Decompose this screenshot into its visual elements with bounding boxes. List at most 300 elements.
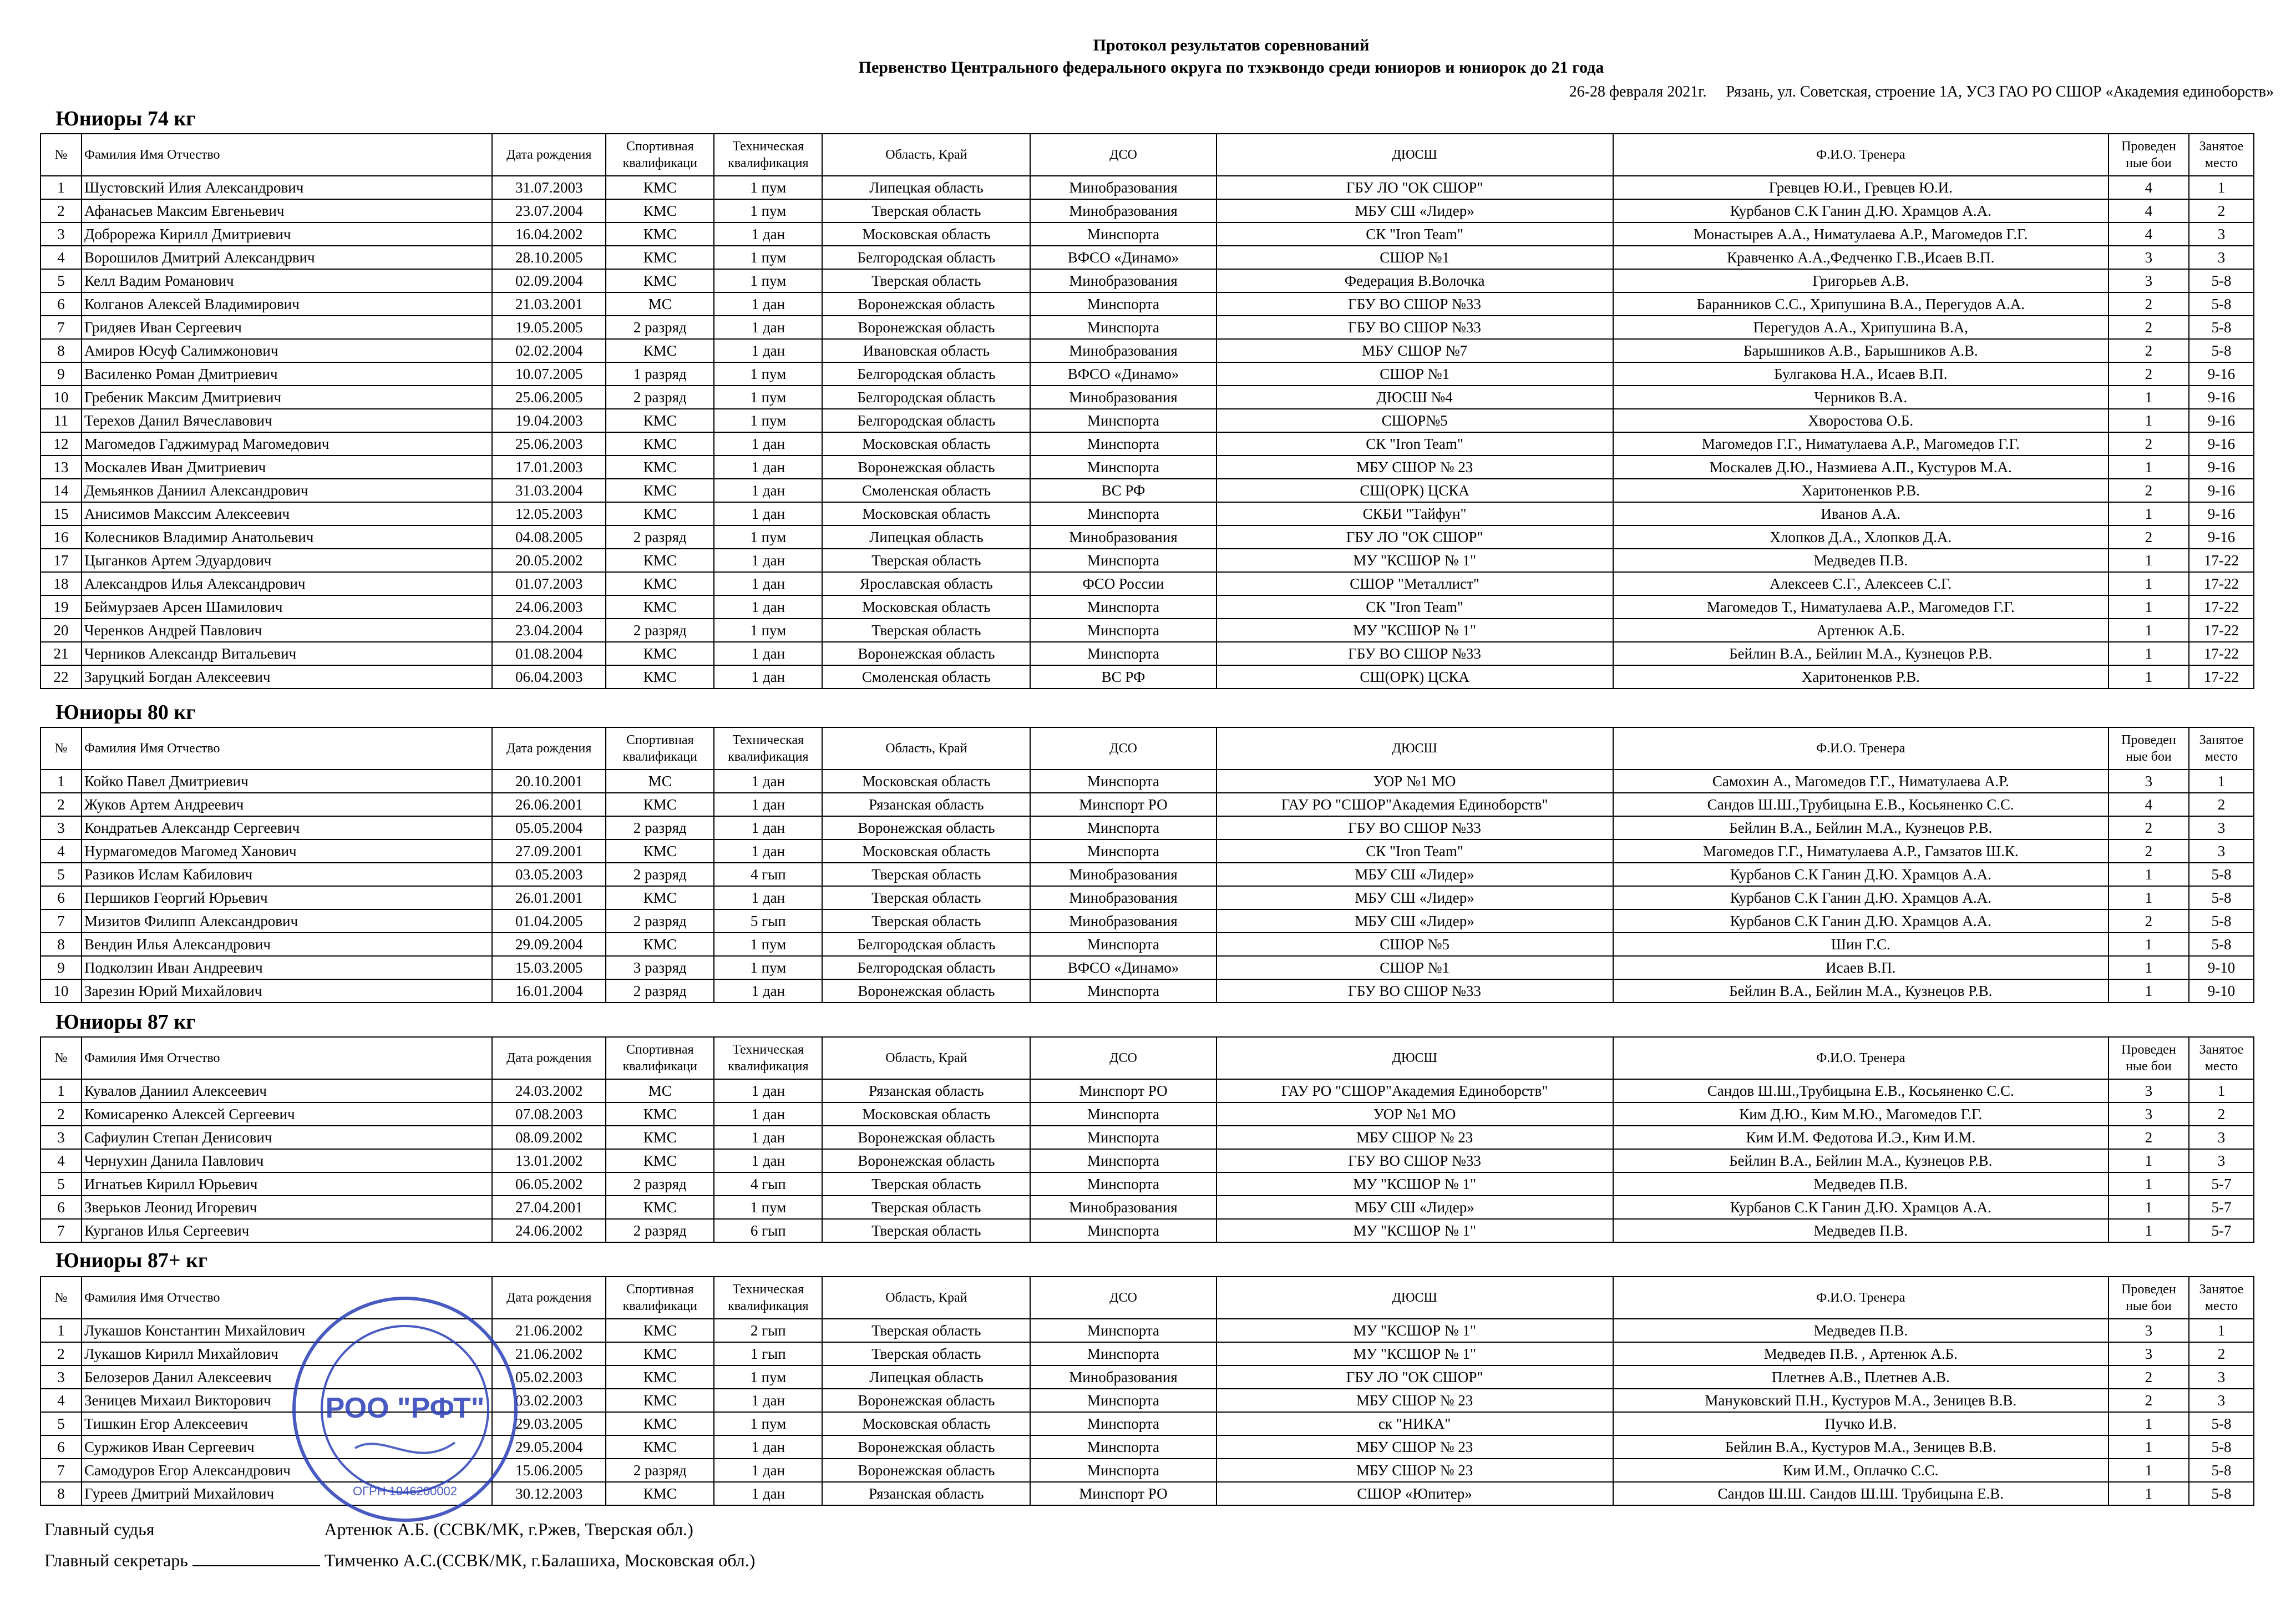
column-header: №	[40, 1037, 82, 1079]
table-cell: 03.05.2003	[492, 863, 606, 886]
table-cell: 22	[40, 665, 82, 689]
table-cell: 5	[40, 1412, 82, 1435]
table-cell: 2	[40, 793, 82, 816]
table-cell: 1	[2109, 979, 2189, 1003]
table-cell: 1 дан	[714, 1079, 822, 1102]
table-cell: 9-16	[2189, 479, 2254, 502]
table-cell: Белозеров Данил Алексеевич	[82, 1365, 492, 1389]
table-cell: 26.01.2001	[492, 886, 606, 909]
table-cell: МБУ СШОР № 23	[1217, 1459, 1613, 1482]
table-cell: КМС	[606, 246, 714, 269]
table-cell: Минобразования	[1030, 1365, 1216, 1389]
document-subtitle: Первенство Центрального федерального округа по тхэквондо среди юниоров и юниорок до 21 года	[858, 58, 1604, 77]
table-cell: 23.07.2004	[492, 199, 606, 222]
table-cell: 5	[40, 863, 82, 886]
results-table	[40, 727, 2254, 1003]
table-cell: 12	[40, 432, 82, 456]
table-cell: 3	[2109, 1342, 2189, 1365]
table-cell: Белгородская область	[822, 362, 1030, 386]
table-cell: 1 дан	[714, 793, 822, 816]
table-cell: КМС	[606, 456, 714, 479]
table-cell: 3	[2109, 770, 2189, 793]
table-cell: Тверская область	[822, 1342, 1030, 1365]
table-cell: Койко Павел Дмитриевич	[82, 770, 492, 793]
table-cell: КМС	[606, 1482, 714, 1505]
table-cell: Московская область	[822, 1412, 1030, 1435]
table-cell: 1	[40, 176, 82, 199]
table-cell: ВС РФ	[1030, 665, 1216, 689]
table-cell: КМС	[606, 339, 714, 362]
table-cell: Рязанская область	[822, 1079, 1030, 1102]
column-header: Дата рождения	[492, 1037, 606, 1079]
table-cell: 17-22	[2189, 572, 2254, 595]
table-cell: 3	[2109, 269, 2189, 292]
table-cell: 5-8	[2189, 886, 2254, 909]
table-cell: Московская область	[822, 839, 1030, 863]
table-cell: 1	[2109, 886, 2189, 909]
table-cell: Федерация В.Волочка	[1217, 269, 1613, 292]
column-header: ДСО	[1030, 727, 1216, 770]
table-cell: 9	[40, 362, 82, 386]
table-cell: КМС	[606, 1102, 714, 1126]
table-cell: 27.09.2001	[492, 839, 606, 863]
table-cell: Минспорта	[1030, 1389, 1216, 1412]
table-cell: 13.01.2002	[492, 1149, 606, 1172]
table-cell: 1	[2109, 572, 2189, 595]
column-header: Проведен ные бои	[2109, 134, 2189, 176]
chief-judge-name: Артенюк А.Б. (ССВК/МК, г.Ржев, Тверская обл.)	[324, 1519, 693, 1539]
table-row	[40, 386, 2254, 409]
table-cell: ГБУ ВО СШОР №33	[1217, 979, 1613, 1003]
table-cell: 3	[40, 1126, 82, 1149]
table-row	[40, 770, 2254, 793]
table-cell: Тверская область	[822, 1319, 1030, 1342]
table-cell: Хворостова О.Б.	[1613, 409, 2109, 432]
table-cell: Лукашов Константин Михайлович	[82, 1319, 492, 1342]
table-cell: 1 пум	[714, 619, 822, 642]
table-cell: 9-16	[2189, 502, 2254, 525]
column-header: Область, Край	[822, 727, 1030, 770]
table-cell: 1	[40, 1079, 82, 1102]
table-cell: КМС	[606, 1126, 714, 1149]
table-cell: 1 пум	[714, 1365, 822, 1389]
table-cell: Воронежская область	[822, 292, 1030, 316]
table-cell: Ким И.М., Оплачко С.С.	[1613, 1459, 2109, 1482]
table-cell: 9-16	[2189, 525, 2254, 549]
table-cell: Зверьков Леонид Игоревич	[82, 1196, 492, 1219]
table-cell: Минобразования	[1030, 269, 1216, 292]
table-cell: СК "Iron Team"	[1217, 839, 1613, 863]
table-cell: 17-22	[2189, 595, 2254, 619]
table-cell: СШОР №1	[1217, 246, 1613, 269]
table-cell: КМС	[606, 572, 714, 595]
table-cell: ДЮСШ №4	[1217, 386, 1613, 409]
table-cell: 4	[40, 246, 82, 269]
table-cell: 6	[40, 1196, 82, 1219]
table-cell: КМС	[606, 502, 714, 525]
table-cell: 5-7	[2189, 1196, 2254, 1219]
column-header: Дата рождения	[492, 134, 606, 176]
table-cell: 1 дан	[714, 816, 822, 839]
table-cell: Александров Илья Александрович	[82, 572, 492, 595]
table-cell: МБУ СШ «Лидер»	[1217, 1196, 1613, 1219]
table-cell: 1	[2109, 1459, 2189, 1482]
table-cell: Минспорта	[1030, 619, 1216, 642]
table-row	[40, 269, 2254, 292]
table-cell: Минспорта	[1030, 770, 1216, 793]
section-title: Юниоры 80 кг	[55, 701, 196, 724]
table-cell: КМС	[606, 1342, 714, 1365]
table-cell: Тверская область	[822, 549, 1030, 572]
table-cell: Ким И.М. Федотова И.Э., Ким И.М.	[1613, 1126, 2109, 1149]
table-cell: 5-8	[2189, 909, 2254, 933]
table-cell: ГБУ ЛО "ОК СШОР"	[1217, 1365, 1613, 1389]
table-cell: 1	[2109, 956, 2189, 979]
column-header: Проведен ные бои	[2109, 1037, 2189, 1079]
table-cell: Тверская область	[822, 1196, 1030, 1219]
table-cell: 4	[2109, 222, 2189, 246]
table-cell: Минспорта	[1030, 316, 1216, 339]
table-cell: Шин Г.С.	[1613, 933, 2109, 956]
table-cell: Минспорта	[1030, 1435, 1216, 1459]
table-row	[40, 409, 2254, 432]
table-cell: Смоленская область	[822, 479, 1030, 502]
table-cell: 1 дан	[714, 222, 822, 246]
column-header: Фамилия Имя Отчество	[82, 1277, 492, 1319]
table-cell: ВС РФ	[1030, 479, 1216, 502]
table-cell: КМС	[606, 886, 714, 909]
table-cell: Курбанов С.К Ганин Д.Ю. Храмцов А.А.	[1613, 863, 2109, 886]
table-cell: Черников В.А.	[1613, 386, 2109, 409]
table-row	[40, 549, 2254, 572]
table-cell: 1 дан	[714, 549, 822, 572]
table-cell: Минспорта	[1030, 1102, 1216, 1126]
table-cell: Комисаренко Алексей Сергеевич	[82, 1102, 492, 1126]
table-cell: СШ(ОРК) ЦСКА	[1217, 665, 1613, 689]
table-cell: 1	[2109, 642, 2189, 665]
table-cell: Медведев П.В.	[1613, 549, 2109, 572]
table-cell: 1 дан	[714, 1389, 822, 1412]
table-cell: 06.04.2003	[492, 665, 606, 689]
table-cell: СШОР №1	[1217, 956, 1613, 979]
table-cell: 24.06.2003	[492, 595, 606, 619]
table-cell: Минспорт РО	[1030, 1079, 1216, 1102]
table-cell: 2 разряд	[606, 816, 714, 839]
table-cell: 15	[40, 502, 82, 525]
table-cell: Москалев Иван Дмитриевич	[82, 456, 492, 479]
table-cell: Ворошилов Дмитрий Александрвич	[82, 246, 492, 269]
table-cell: ГАУ РО "СШОР"Академия Единоборств"	[1217, 793, 1613, 816]
table-cell: Цыганков Артем Эдуардович	[82, 549, 492, 572]
table-cell: Курбанов С.К Ганин Д.Ю. Храмцов А.А.	[1613, 886, 2109, 909]
table-cell: 3	[2189, 1149, 2254, 1172]
column-header: Фамилия Имя Отчество	[82, 1037, 492, 1079]
table-cell: 5-8	[2189, 269, 2254, 292]
table-cell: 2	[2109, 432, 2189, 456]
column-header: Проведен ные бои	[2109, 727, 2189, 770]
table-cell: Тверская область	[822, 909, 1030, 933]
table-cell: Шустовский Илия Александрович	[82, 176, 492, 199]
table-cell: Минобразования	[1030, 339, 1216, 362]
column-header: Фамилия Имя Отчество	[82, 134, 492, 176]
table-cell: Иванов А.А.	[1613, 502, 2109, 525]
table-cell: Самохин А., Магомедов Г.Г., Ниматулаева А.Р.	[1613, 770, 2109, 793]
table-cell: 23.04.2004	[492, 619, 606, 642]
table-cell: Вендин Илья Александрович	[82, 933, 492, 956]
table-cell: КМС	[606, 409, 714, 432]
table-cell: СШОР "Металлист"	[1217, 572, 1613, 595]
table-cell: МУ "КСШОР № 1"	[1217, 549, 1613, 572]
table-cell: 1 дан	[714, 979, 822, 1003]
table-cell: Липецкая область	[822, 1365, 1030, 1389]
table-cell: 26.06.2001	[492, 793, 606, 816]
table-row	[40, 863, 2254, 886]
table-cell: Гревцев Ю.И., Гревцев Ю.И.	[1613, 176, 2109, 199]
column-header: Фамилия Имя Отчество	[82, 727, 492, 770]
table-cell: 4 гып	[714, 1172, 822, 1196]
table-cell: 1 пум	[714, 362, 822, 386]
table-cell: 17-22	[2189, 619, 2254, 642]
svg-text:ОГРН 1046200002: ОГРН 1046200002	[352, 1484, 458, 1498]
table-row	[40, 1219, 2254, 1242]
table-cell: Минспорта	[1030, 292, 1216, 316]
table-cell: 1 дан	[714, 479, 822, 502]
table-cell: 1	[2109, 1435, 2189, 1459]
table-cell: ГАУ РО "СШОР"Академия Единоборств"	[1217, 1079, 1613, 1102]
table-cell: Сандов Ш.Ш. Сандов Ш.Ш. Трубицына Е.В.	[1613, 1482, 2109, 1505]
table-cell: Гуреев Дмитрий Михайлович	[82, 1482, 492, 1505]
table-row	[40, 432, 2254, 456]
table-cell: 2	[2109, 816, 2189, 839]
table-cell: 1 дан	[714, 432, 822, 456]
table-cell: Кувалов Даниил Алексеевич	[82, 1079, 492, 1102]
table-cell: МБУ СШ «Лидер»	[1217, 909, 1613, 933]
table-cell: Воронежская область	[822, 979, 1030, 1003]
table-cell: 4	[2109, 793, 2189, 816]
table-cell: 1 дан	[714, 339, 822, 362]
table-cell: 1	[2109, 863, 2189, 886]
column-header: ДСО	[1030, 1037, 1216, 1079]
table-cell: 6 гып	[714, 1219, 822, 1242]
table-cell: 17	[40, 549, 82, 572]
table-cell: Доброрежа Кирилл Дмитриевич	[82, 222, 492, 246]
table-cell: КМС	[606, 549, 714, 572]
table-cell: Московская область	[822, 502, 1030, 525]
table-cell: 5-8	[2189, 1459, 2254, 1482]
table-header-row	[40, 134, 2254, 176]
table-cell: Магомедов Гаджимурад Магомедович	[82, 432, 492, 456]
table-cell: ГБУ ВО СШОР №33	[1217, 292, 1613, 316]
table-cell: Игнатьев Кирилл Юрьевич	[82, 1172, 492, 1196]
table-cell: 1	[2109, 1149, 2189, 1172]
table-row	[40, 979, 2254, 1003]
table-cell: 7	[40, 1219, 82, 1242]
table-cell: Бейлин В.А., Бейлин М.А., Кузнецов Р.В.	[1613, 1149, 2109, 1172]
table-cell: Минспорта	[1030, 1126, 1216, 1149]
table-cell: Магомедов Г.Г., Ниматулаева А.Р., Магомедов Г.Г.	[1613, 432, 2109, 456]
column-header: №	[40, 1277, 82, 1319]
table-cell: 2	[2109, 339, 2189, 362]
table-cell: Рязанская область	[822, 1482, 1030, 1505]
column-header: Дата рождения	[492, 727, 606, 770]
table-cell: ВФСО «Динамо»	[1030, 956, 1216, 979]
table-cell: 8	[40, 1482, 82, 1505]
table-cell: 16.04.2002	[492, 222, 606, 246]
table-cell: 2 разряд	[606, 863, 714, 886]
table-row	[40, 1102, 2254, 1126]
table-cell: Минспорта	[1030, 595, 1216, 619]
table-cell: Минспорта	[1030, 1412, 1216, 1435]
table-cell: КМС	[606, 1196, 714, 1219]
table-row	[40, 1079, 2254, 1102]
column-header: Область, Край	[822, 1037, 1030, 1079]
column-header: Спортивная квалификаци	[606, 1037, 714, 1079]
table-cell: Сафиулин Степан Денисович	[82, 1126, 492, 1149]
table-cell: Кондратьев Александр Сергеевич	[82, 816, 492, 839]
table-cell: 10	[40, 979, 82, 1003]
table-cell: 03.02.2003	[492, 1389, 606, 1412]
table-cell: 16	[40, 525, 82, 549]
table-cell: Тверская область	[822, 1219, 1030, 1242]
table-cell: 1 дан	[714, 1149, 822, 1172]
table-cell: 6	[40, 1435, 82, 1459]
table-cell: КМС	[606, 269, 714, 292]
table-cell: Воронежская область	[822, 1389, 1030, 1412]
table-cell: ВФСО «Динамо»	[1030, 246, 1216, 269]
table-cell: 2	[40, 199, 82, 222]
table-cell: 3	[2189, 839, 2254, 863]
table-cell: 2	[2109, 362, 2189, 386]
table-cell: 1	[2109, 1412, 2189, 1435]
table-cell: Черников Александр Витальевич	[82, 642, 492, 665]
table-cell: Минспорта	[1030, 979, 1216, 1003]
table-row	[40, 1149, 2254, 1172]
table-cell: 5-8	[2189, 933, 2254, 956]
table-cell: 14	[40, 479, 82, 502]
table-cell: 20.05.2002	[492, 549, 606, 572]
table-cell: 5-8	[2189, 1435, 2254, 1459]
table-cell: Курганов Илья Сергеевич	[82, 1219, 492, 1242]
table-cell: 21	[40, 642, 82, 665]
table-cell: Келл Вадим Романович	[82, 269, 492, 292]
table-cell: Бейлин В.А., Бейлин М.А., Кузнецов Р.В.	[1613, 816, 2109, 839]
table-cell: Магомедов Г.Г., Ниматулаева А.Р., Гамзатов Ш.К.	[1613, 839, 2109, 863]
table-cell: Москалев Д.Ю., Назмиева А.П., Кустуров М.А.	[1613, 456, 2109, 479]
table-cell: УОР №1 МО	[1217, 770, 1613, 793]
table-cell: 31.03.2004	[492, 479, 606, 502]
table-cell: 1 пум	[714, 269, 822, 292]
table-cell: Курбанов С.К Ганин Д.Ю. Храмцов А.А.	[1613, 909, 2109, 933]
table-cell: 28.10.2005	[492, 246, 606, 269]
table-row	[40, 886, 2254, 909]
table-cell: КМС	[606, 432, 714, 456]
table-cell: 1 дан	[714, 1126, 822, 1149]
table-cell: Амиров Юсуф Салимжонович	[82, 339, 492, 362]
table-cell: Медведев П.В.	[1613, 1172, 2109, 1196]
table-cell: Афанасьев Максим Евгеньевич	[82, 199, 492, 222]
table-cell: 2 разряд	[606, 525, 714, 549]
table-cell: 16.01.2004	[492, 979, 606, 1003]
table-cell: КМС	[606, 839, 714, 863]
table-cell: Минспорта	[1030, 1149, 1216, 1172]
table-cell: 4	[2109, 176, 2189, 199]
column-header: Техническая квалификация	[714, 1037, 822, 1079]
table-cell: 6	[40, 886, 82, 909]
table-cell: Московская область	[822, 1102, 1030, 1126]
table-cell: 4	[40, 839, 82, 863]
table-cell: 1 пум	[714, 409, 822, 432]
table-cell: 21.03.2001	[492, 292, 606, 316]
column-header: Ф.И.О. Тренера	[1613, 1277, 2109, 1319]
table-cell: Воронежская область	[822, 642, 1030, 665]
table-cell: 2 разряд	[606, 619, 714, 642]
svg-text:РОО "РФТ": РОО "РФТ"	[325, 1392, 485, 1424]
table-cell: 5-8	[2189, 863, 2254, 886]
table-cell: Тверская область	[822, 863, 1030, 886]
table-row	[40, 1126, 2254, 1149]
table-cell: Харитоненков Р.В.	[1613, 479, 2109, 502]
table-cell: Минспорта	[1030, 1319, 1216, 1342]
table-cell: ГБУ ВО СШОР №33	[1217, 642, 1613, 665]
table-cell: 1	[2189, 770, 2254, 793]
table-cell: 5-8	[2189, 339, 2254, 362]
section-title: Юниоры 74 кг	[55, 107, 196, 130]
table-cell: 11	[40, 409, 82, 432]
chief-judge-label: Главный судья	[44, 1519, 155, 1539]
table-cell: МБУ СШОР № 23	[1217, 1126, 1613, 1149]
table-cell: 1 дан	[714, 665, 822, 689]
table-row	[40, 956, 2254, 979]
table-cell: Воронежская область	[822, 1126, 1030, 1149]
table-cell: Минспорта	[1030, 1219, 1216, 1242]
table-cell: Рязанская область	[822, 793, 1030, 816]
table-cell: 05.02.2003	[492, 1365, 606, 1389]
column-header: Ф.И.О. Тренера	[1613, 1037, 2109, 1079]
table-cell: 1	[2109, 549, 2189, 572]
table-cell: Бейлин В.А., Бейлин М.А., Кузнецов Р.В.	[1613, 642, 2109, 665]
table-cell: 3	[2189, 816, 2254, 839]
table-cell: 5-7	[2189, 1172, 2254, 1196]
table-row	[40, 316, 2254, 339]
table-cell: 13	[40, 456, 82, 479]
table-cell: Медведев П.В.	[1613, 1319, 2109, 1342]
table-cell: 1	[2109, 1196, 2189, 1219]
table-cell: 1	[2109, 665, 2189, 689]
table-cell: Тишкин Егор Алексеевич	[82, 1412, 492, 1435]
table-row	[40, 199, 2254, 222]
table-cell: 5-8	[2189, 316, 2254, 339]
table-cell: МУ "КСШОР № 1"	[1217, 619, 1613, 642]
table-cell: ГБУ ЛО "ОК СШОР"	[1217, 525, 1613, 549]
table-cell: 1	[2109, 595, 2189, 619]
column-header: Область, Край	[822, 1277, 1030, 1319]
table-cell: СК "Iron Team"	[1217, 222, 1613, 246]
table-cell: КМС	[606, 1365, 714, 1389]
table-cell: МБУ СШОР № 23	[1217, 1435, 1613, 1459]
table-header-row	[40, 727, 2254, 770]
table-cell: 9-16	[2189, 409, 2254, 432]
table-row	[40, 479, 2254, 502]
table-cell: 20	[40, 619, 82, 642]
table-cell: МУ "КСШОР № 1"	[1217, 1319, 1613, 1342]
table-cell: 5	[40, 269, 82, 292]
table-cell: Минспорта	[1030, 1172, 1216, 1196]
table-cell: Сандов Ш.Ш.,Трубицына Е.В., Косьяненко С.С.	[1613, 793, 2109, 816]
table-cell: Ярославская область	[822, 572, 1030, 595]
column-header: Занятое место	[2189, 727, 2254, 770]
table-cell: 2 разряд	[606, 386, 714, 409]
table-cell: Зарезин Юрий Михайлович	[82, 979, 492, 1003]
